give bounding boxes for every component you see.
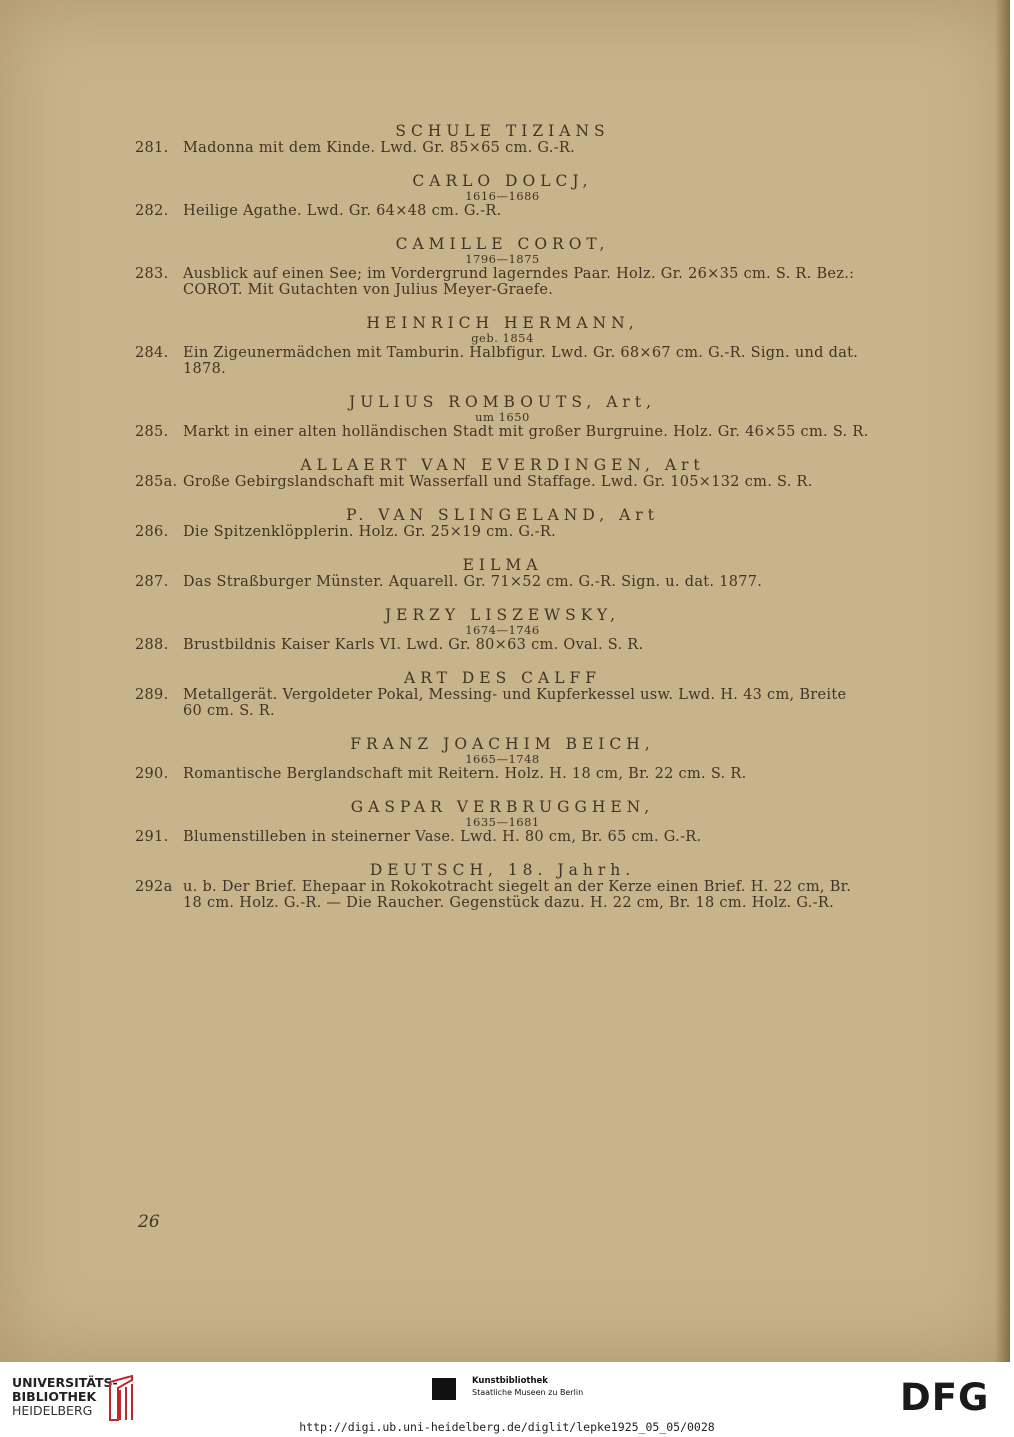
artist-dates: 1635—1681: [465, 815, 540, 829]
catalog-entry: [135, 829, 870, 845]
catalog-entry: [135, 879, 870, 911]
lot-description: Madonna mit dem Kinde. Lwd. Gr. 85×65 cm. G.-R.: [183, 140, 575, 156]
artist-heading: SCHULE TIZIANS: [395, 122, 610, 140]
artist-heading: CAMILLE COROT,: [395, 235, 610, 253]
lot-description: Blumenstilleben in steinerner Vase. Lwd. H. 80 cm, Br. 65 cm. G.-R.: [183, 829, 702, 845]
artist-heading: CARLO DOLCJ,: [412, 172, 593, 190]
catalog-entry: [135, 687, 870, 719]
kunstbibliothek-mark-icon: [432, 1378, 456, 1400]
lot-number: 290.: [135, 766, 169, 782]
lot-description: Das Straßburger Münster. Aquarell. Gr. 71×52 cm. G.-R. Sign. u. dat. 1877.: [183, 574, 763, 590]
catalog-entry: [135, 524, 870, 540]
dfg-logo[interactable]: DFG: [900, 1376, 990, 1419]
lot-number: 281.: [135, 140, 169, 156]
artist-dates: um 1650: [475, 410, 530, 424]
artist-dates: 1796—1875: [465, 252, 540, 266]
lot-number: 292a: [135, 879, 173, 895]
lot-description: u. b. Der Brief. Ehepaar in Rokokotracht siegelt an der Kerze einen Brief. H. 22 cm, Br. 18 cm. Holz. G.-R. — Die Raucher. Gegenstück dazu. H. 22 cm, Br. 18 cm. Holz. G.-R.: [183, 879, 852, 911]
artist-dates: 1665—1748: [465, 752, 540, 766]
artist-heading: JERZY LISZEWSKY,: [384, 606, 621, 624]
lot-number: 289.: [135, 687, 169, 703]
artist-heading: EILMA: [462, 556, 543, 574]
artist-heading: JULIUS ROMBOUTS, Art,: [348, 393, 656, 411]
lot-number: 285a.: [135, 474, 178, 490]
lot-number: 287.: [135, 574, 169, 590]
artist-heading: P. VAN SLINGELAND, Art: [346, 506, 659, 524]
artist-heading: DEUTSCH, 18. Jahrh.: [369, 861, 636, 879]
artist-heading: ART DES CALFF: [404, 669, 601, 687]
lot-description: Ausblick auf einen See; im Vordergrund lagerndes Paar. Holz. Gr. 26×35 cm. S. R. Bez.: COROT. Mit Gutachten von Julius Meyer-Graefe.: [183, 266, 855, 298]
lot-description: Große Gebirgslandschaft mit Wasserfall und Staffage. Lwd. Gr. 105×132 cm. S. R.: [183, 474, 813, 490]
catalog-entry: [135, 637, 870, 653]
lot-description: Markt in einer alten holländischen Stadt mit großer Burgruine. Holz. Gr. 46×55 cm. S. R.: [183, 424, 869, 440]
kunstbibliothek-name: Kunstbibliothek: [472, 1376, 548, 1386]
artist-dates: 1616—1686: [465, 189, 540, 203]
library-mark-icon: [106, 1374, 140, 1424]
artist-dates: 1674—1746: [465, 623, 540, 637]
catalog-entry: [135, 574, 870, 590]
lot-number: 284.: [135, 345, 169, 361]
lot-number: 283.: [135, 266, 169, 282]
artist-heading: ALLAERT VAN EVERDINGEN, Art: [300, 456, 705, 474]
catalog-entry: [135, 140, 870, 156]
library-name-line2: BIBLIOTHEK: [12, 1389, 97, 1404]
catalog-entry: [135, 266, 870, 298]
artist-dates: geb. 1854: [471, 331, 534, 345]
lot-description: Romantische Berglandschaft mit Reitern. Holz. H. 18 cm, Br. 22 cm. S. R.: [183, 766, 747, 782]
catalog-entry: [135, 474, 870, 490]
artist-heading: FRANZ JOACHIM BEICH,: [350, 735, 655, 753]
page-number: 26: [138, 1212, 160, 1232]
kunstbibliothek-subtitle: Staatliche Museen zu Berlin: [472, 1388, 584, 1397]
lot-number: 285.: [135, 424, 169, 440]
catalog-entry: [135, 424, 870, 440]
lot-description: Heilige Agathe. Lwd. Gr. 64×48 cm. G.-R.: [183, 203, 502, 219]
lot-number: 291.: [135, 829, 169, 845]
catalog-entry: [135, 766, 870, 782]
lot-description: Ein Zigeunermädchen mit Tamburin. Halbfigur. Lwd. Gr. 68×67 cm. G.-R. Sign. und dat. 1878.: [183, 345, 859, 377]
library-name-line1: UNIVERSITÄTS-: [12, 1375, 118, 1390]
artist-heading: HEINRICH HERMANN,: [366, 314, 639, 332]
lot-number: 286.: [135, 524, 169, 540]
artist-heading: GASPAR VERBRUGGHEN,: [350, 798, 655, 816]
viewer-footer: [0, 1362, 1014, 1437]
catalog-content: [135, 122, 870, 911]
library-name-line3: HEIDELBERG: [12, 1403, 93, 1418]
lot-number: 288.: [135, 637, 169, 653]
catalog-entry: [135, 345, 870, 377]
lot-description: Brustbildnis Kaiser Karls VI. Lwd. Gr. 80×63 cm. Oval. S. R.: [183, 637, 644, 653]
lot-description: Metallgerät. Vergoldeter Pokal, Messing- und Kupferkessel usw. Lwd. H. 43 cm, Breite 60 cm. S. R.: [183, 687, 847, 719]
heidelberg-library-logo[interactable]: [12, 1376, 118, 1418]
catalog-entry: [135, 203, 870, 219]
lot-number: 282.: [135, 203, 169, 219]
permalink-url[interactable]: http://digi.ub.uni-heidelberg.de/diglit/lepke1925_05_05/0028: [299, 1420, 715, 1434]
lot-description: Die Spitzenklöpplerin. Holz. Gr. 25×19 cm. G.-R.: [183, 524, 557, 540]
